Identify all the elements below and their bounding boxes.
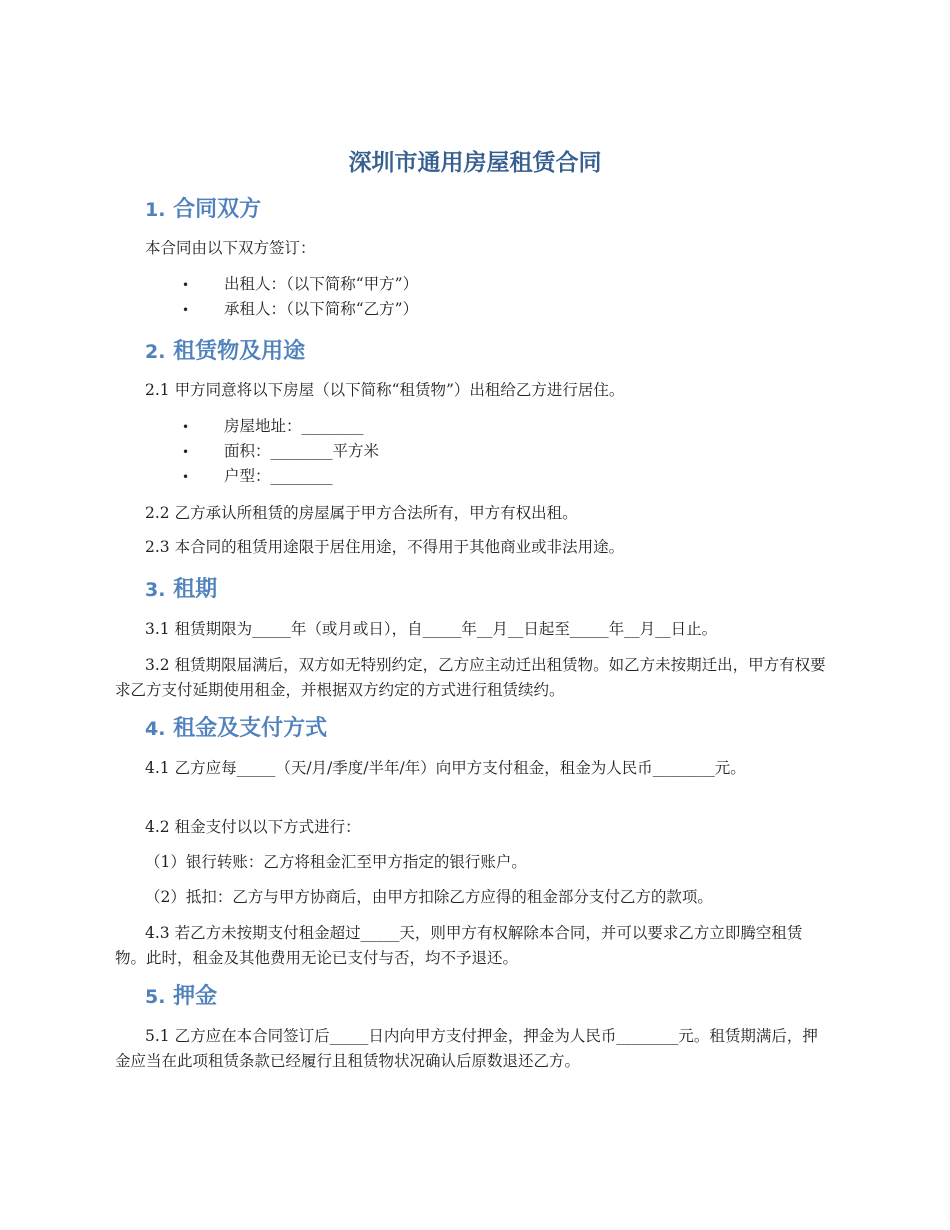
bullet-icon: • (182, 420, 190, 434)
list-item: • 户型：________ (182, 464, 822, 490)
paragraph: 4.3 若乙方未按期支付租金超过_____天，则甲方有权解除本合同，并可以要求乙方立即腾空租赁物。此时，租金及其他费用无论已支付与否，均不予退还。 (115, 924, 803, 967)
paragraph: 5.1 乙方应在本合同签订后_____日内向甲方支付押金，押金为人民币________元。租赁期满后，押金应当在此项租赁条款已经履行且租赁物状况确认后原数退还乙方。 (115, 1027, 818, 1070)
section-heading-4 (145, 713, 327, 745)
section-number: 4. (145, 718, 166, 740)
bullet-icon: • (182, 470, 190, 484)
paragraph: 2.3 本合同的租赁用途限于居住用途，不得用于其他商业或非法用途。 (145, 538, 625, 556)
section-label: 合同双方 (173, 197, 262, 222)
paragraph: 4.2 租金支付以以下方式进行： (145, 818, 361, 836)
section-label: 租赁物及用途 (173, 339, 306, 364)
paragraph: 2.1 甲方同意将以下房屋（以下简称“租赁物”）出租给乙方进行居住。 (145, 381, 625, 399)
section-number: 5. (145, 986, 166, 1008)
list-item: • 出租人：（以下简称“甲方”） (182, 272, 822, 298)
section-label: 租期 (173, 577, 218, 602)
section-number: 1. (145, 199, 166, 221)
bullet-icon: • (182, 303, 190, 317)
paragraph: （2）抵扣：乙方与甲方协商后，由甲方扣除乙方应得的租金部分支付乙方的款项。 (145, 888, 713, 906)
section-number: 2. (145, 341, 166, 363)
paragraph: 4.1 乙方应每_____（天/月/季度/半年/年）向甲方支付租金，租金为人民币________元。 (145, 759, 746, 777)
paragraph: 3.1 租赁期限为_____年（或月或日），自_____年__月__日起至_____年__月__日止。 (145, 620, 718, 638)
paragraph: 3.2 租赁期限届满后，双方如无特别约定，乙方应主动迁出租赁物。如乙方未按期迁出，甲方有权要求乙方支付延期使用租金，并根据双方约定的方式进行租赁续约。 (115, 656, 826, 699)
list-item: • 面积：________平方米 (182, 439, 822, 465)
list-item: • 房屋地址：________ (182, 414, 822, 440)
section-label: 押金 (173, 984, 218, 1009)
section-heading-3 (145, 574, 217, 606)
list-item: • 承租人：（以下简称“乙方”） (182, 297, 822, 323)
bullet-icon: • (182, 278, 190, 292)
section-heading-5 (145, 981, 217, 1013)
section-label: 租金及支付方式 (173, 716, 328, 741)
section-heading-2 (145, 336, 305, 368)
paragraph: （1）银行转账：乙方将租金汇至甲方指定的银行账户。 (145, 853, 527, 871)
bullet-icon: • (182, 445, 190, 459)
document-title: 深圳市通用房屋租赁合同 (348, 150, 602, 176)
paragraph: 2.2 乙方承认所租赁的房屋属于甲方合法所有，甲方有权出租。 (145, 504, 578, 522)
section-heading-1 (145, 194, 261, 226)
paragraph: 本合同由以下双方签订： (145, 239, 316, 257)
section-number: 3. (145, 579, 166, 601)
